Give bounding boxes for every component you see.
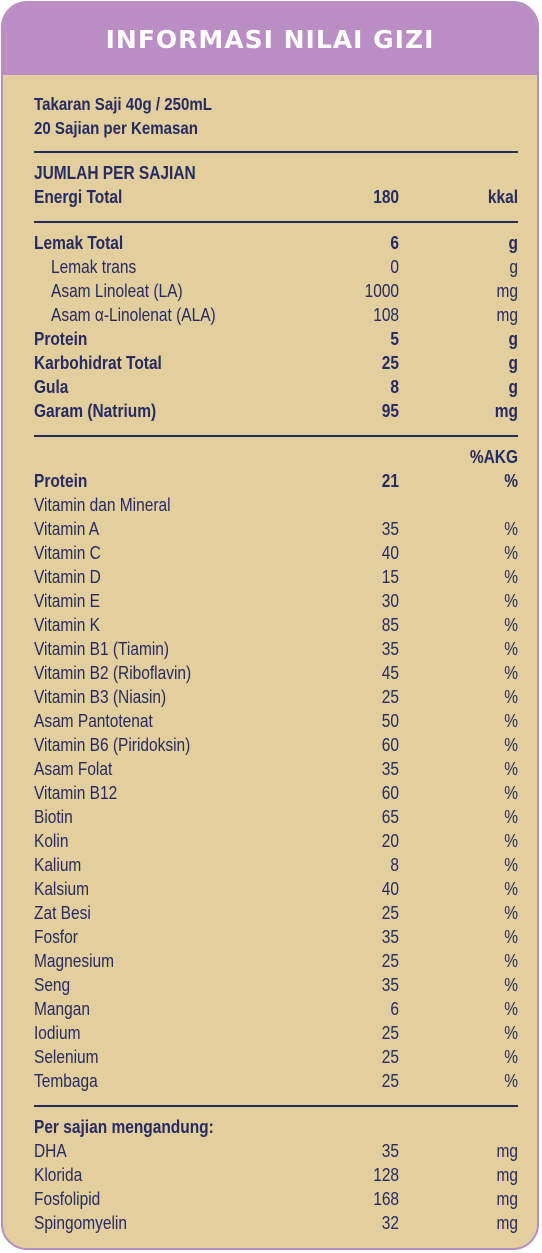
vitamin-row-label: Vitamin B6 (Piridoksin) (34, 735, 191, 755)
vitamin-row-label: Vitamin C (34, 543, 101, 563)
nutrient-row (34, 351, 518, 375)
vitamin-row-label: Vitamin A (34, 519, 100, 539)
nutrition-content (34, 75, 518, 1235)
extra-row-unit: mg (496, 1189, 518, 1209)
nutrient-row-label: Asam Linoleat (LA) (51, 281, 183, 301)
vitamin-row-unit: % (504, 855, 518, 875)
extra-section (34, 1115, 518, 1235)
akg-section (34, 445, 518, 1093)
serving-size: Takaran Saji 40g / 250mL (34, 94, 212, 114)
nutrient-row-label: Gula (34, 377, 69, 397)
vitamin-row (34, 1021, 518, 1045)
vitamin-row-unit: % (504, 951, 518, 971)
extra-row-label: DHA (34, 1141, 67, 1161)
vitamin-row-unit: % (504, 879, 518, 899)
vitamin-row-value: 65 (381, 807, 399, 827)
vitamin-row (34, 973, 518, 997)
vitamin-row-value: 25 (381, 687, 399, 707)
vitamin-row-value: 35 (381, 759, 399, 779)
vitamin-row-value: 25 (381, 951, 399, 971)
nutrient-row-label: Asam α-Linolenat (ALA) (51, 305, 216, 325)
extra-row-label: Spingomyelin (34, 1213, 127, 1233)
vitamin-row-unit: % (504, 807, 518, 827)
akg-list (34, 517, 518, 1093)
nutrient-row-value: 0 (390, 257, 399, 277)
nutrient-row (34, 255, 518, 279)
divider-rule (34, 221, 518, 223)
vitamin-row-unit: % (504, 519, 518, 539)
vitamin-row (34, 997, 518, 1021)
vitamin-row (34, 829, 518, 853)
nutrient-row-value: 8 (390, 377, 399, 397)
extra-row (34, 1139, 518, 1163)
akg-protein-label: Protein (34, 471, 88, 491)
nutrient-row (34, 327, 518, 351)
nutrient-row (34, 231, 518, 255)
divider-rule (34, 1105, 518, 1107)
extra-row (34, 1187, 518, 1211)
vitamin-row (34, 925, 518, 949)
vitamin-row (34, 517, 518, 541)
vitamin-row-label: Vitamin E (34, 591, 100, 611)
vitamin-row-unit: % (504, 543, 518, 563)
vitamin-row-label: Kalsium (34, 879, 90, 899)
vitamin-row-unit: % (504, 567, 518, 587)
vitamin-row-value: 40 (381, 879, 399, 899)
vitamin-row-label: Fosfor (34, 927, 78, 947)
nutrients-list (34, 231, 518, 423)
vitamin-row (34, 781, 518, 805)
nutrient-row (34, 279, 518, 303)
extra-row (34, 1211, 518, 1235)
vitamin-row-value: 35 (381, 639, 399, 659)
vitamin-row-unit: % (504, 735, 518, 755)
extra-row (34, 1163, 518, 1187)
nutrient-row-label: Karbohidrat Total (34, 353, 162, 373)
vitamin-row (34, 877, 518, 901)
vitamin-row-label: Magnesium (34, 951, 115, 971)
energy-section (34, 161, 518, 209)
nutrient-row (34, 399, 518, 423)
nutrient-row-unit: g (508, 353, 518, 373)
vitamin-row-value: 50 (381, 711, 399, 731)
nutrient-row-value: 1000 (364, 281, 399, 301)
vitamin-row-value: 60 (381, 783, 399, 803)
vitamin-row (34, 661, 518, 685)
vitamin-row-unit: % (504, 1047, 518, 1067)
nutrient-row-value: 5 (390, 329, 399, 349)
nutrient-row-unit: g (508, 233, 518, 253)
extra-row-unit: mg (496, 1141, 518, 1161)
vitamin-row-label: Vitamin B12 (34, 783, 118, 803)
vitamin-row-value: 25 (381, 1047, 399, 1067)
nutrient-row-value: 25 (381, 353, 399, 373)
energy-section-title: JUMLAH PER SAJIAN (34, 163, 196, 183)
vitamin-row-unit: % (504, 927, 518, 947)
vitamin-row (34, 901, 518, 925)
akg-header (34, 445, 518, 469)
divider-rule (34, 151, 518, 153)
nutrient-row-value: 6 (390, 233, 399, 253)
vitamin-row (34, 541, 518, 565)
nutrient-row-unit: g (508, 329, 518, 349)
vitamin-row (34, 1045, 518, 1069)
vitamin-row-unit: % (504, 687, 518, 707)
vitamin-row-label: Vitamin B3 (Niasin) (34, 687, 167, 707)
nutrient-row-unit: mg (496, 305, 518, 325)
energy-row (34, 185, 518, 209)
divider-rule (34, 435, 518, 437)
vitamin-row (34, 637, 518, 661)
vitamin-row-unit: % (504, 663, 518, 683)
nutrient-row (34, 303, 518, 327)
vitamin-row-label: Selenium (34, 1047, 99, 1067)
vitamin-row-unit: % (504, 999, 518, 1019)
vitamin-row-label: Seng (34, 975, 71, 995)
nutrient-row-label: Garam (Natrium) (34, 401, 157, 421)
vitamin-row (34, 565, 518, 589)
vitamin-row-value: 35 (381, 975, 399, 995)
vitamin-row-value: 6 (390, 999, 399, 1019)
vitamin-row-label: Tembaga (34, 1071, 98, 1091)
vitamin-row-value: 25 (381, 1023, 399, 1043)
nutrient-row-label: Lemak trans (51, 257, 137, 277)
vitamin-row (34, 613, 518, 637)
vitamin-row-label: Asam Pantotenat (34, 711, 153, 731)
vitamin-row-value: 35 (381, 927, 399, 947)
vitamin-row-label: Biotin (34, 807, 73, 827)
vitamin-row (34, 805, 518, 829)
extra-row-value: 35 (381, 1141, 399, 1161)
vitamin-row-unit: % (504, 831, 518, 851)
vitamin-row-unit: % (504, 903, 518, 923)
vitamin-row-unit: % (504, 711, 518, 731)
extra-row-unit: mg (496, 1165, 518, 1185)
vitamin-row-value: 25 (381, 903, 399, 923)
vitamin-row-value: 45 (381, 663, 399, 683)
vitamins-title: Vitamin dan Mineral (34, 495, 171, 515)
vitamin-row-value: 30 (381, 591, 399, 611)
vitamin-row-value: 40 (381, 543, 399, 563)
vitamin-row-label: Vitamin B2 (Riboflavin) (34, 663, 192, 683)
vitamin-row (34, 853, 518, 877)
vitamin-row-label: Iodium (34, 1023, 81, 1043)
vitamin-row-value: 35 (381, 519, 399, 539)
extra-row-label: Klorida (34, 1165, 83, 1185)
vitamin-row-unit: % (504, 591, 518, 611)
energy-unit: kkal (487, 187, 518, 207)
akg-protein-value: 21 (381, 471, 399, 491)
vitamin-row-label: Vitamin K (34, 615, 100, 635)
nutrient-row-value: 108 (373, 305, 399, 325)
vitamin-row-unit: % (504, 975, 518, 995)
akg-protein-unit: % (504, 471, 518, 491)
vitamin-row (34, 1069, 518, 1093)
extra-list (34, 1139, 518, 1235)
extra-row-label: Fosfolipid (34, 1189, 101, 1209)
extra-row-value: 32 (381, 1213, 399, 1233)
vitamin-row (34, 709, 518, 733)
vitamin-row-label: Kalium (34, 855, 82, 875)
vitamin-row-value: 15 (381, 567, 399, 587)
vitamin-row-label: Asam Folat (34, 759, 113, 779)
vitamin-row (34, 685, 518, 709)
vitamin-row-unit: % (504, 783, 518, 803)
header-bar (3, 3, 537, 75)
energy-label: Energi Total (34, 187, 123, 207)
vitamin-row-value: 85 (381, 615, 399, 635)
servings-per-pack: 20 Sajian per Kemasan (34, 118, 198, 138)
nutrient-row-unit: mg (494, 401, 518, 421)
nutrient-row-unit: mg (496, 281, 518, 301)
extra-row-value: 168 (373, 1189, 399, 1209)
nutrition-facts-panel (1, 1, 539, 1250)
nutrient-row-label: Protein (34, 329, 88, 349)
vitamin-row-value: 25 (381, 1071, 399, 1091)
header-title: INFORMASI NILAI GIZI (105, 24, 435, 54)
vitamin-row (34, 733, 518, 757)
vitamin-row-label: Vitamin B1 (Tiamin) (34, 639, 170, 659)
nutrient-row-label: Lemak Total (34, 233, 124, 253)
vitamin-row-unit: % (504, 615, 518, 635)
vitamin-row-label: Mangan (34, 999, 90, 1019)
vitamin-row (34, 589, 518, 613)
vitamin-row-unit: % (504, 759, 518, 779)
nutrient-row (34, 375, 518, 399)
energy-value: 180 (373, 187, 399, 207)
vitamin-row-unit: % (504, 1071, 518, 1091)
extra-row-unit: mg (496, 1213, 518, 1233)
akg-header-label: %AKG (469, 447, 518, 467)
akg-protein-row (34, 469, 518, 493)
nutrient-row-unit: g (508, 377, 518, 397)
vitamin-row-value: 8 (390, 855, 399, 875)
vitamin-row (34, 949, 518, 973)
vitamin-row-unit: % (504, 1023, 518, 1043)
vitamin-row-value: 20 (381, 831, 399, 851)
vitamin-row-value: 60 (381, 735, 399, 755)
vitamins-title-row (34, 493, 518, 517)
vitamin-row-label: Vitamin D (34, 567, 101, 587)
nutrient-row-unit: g (509, 257, 518, 277)
serving-info (34, 92, 518, 140)
vitamin-row-label: Zat Besi (34, 903, 91, 923)
nutrient-row-value: 95 (381, 401, 399, 421)
extra-section-title: Per sajian mengandung: (34, 1117, 214, 1137)
vitamin-row (34, 757, 518, 781)
vitamin-row-label: Kolin (34, 831, 69, 851)
vitamin-row-unit: % (504, 639, 518, 659)
extra-row-value: 128 (373, 1165, 399, 1185)
